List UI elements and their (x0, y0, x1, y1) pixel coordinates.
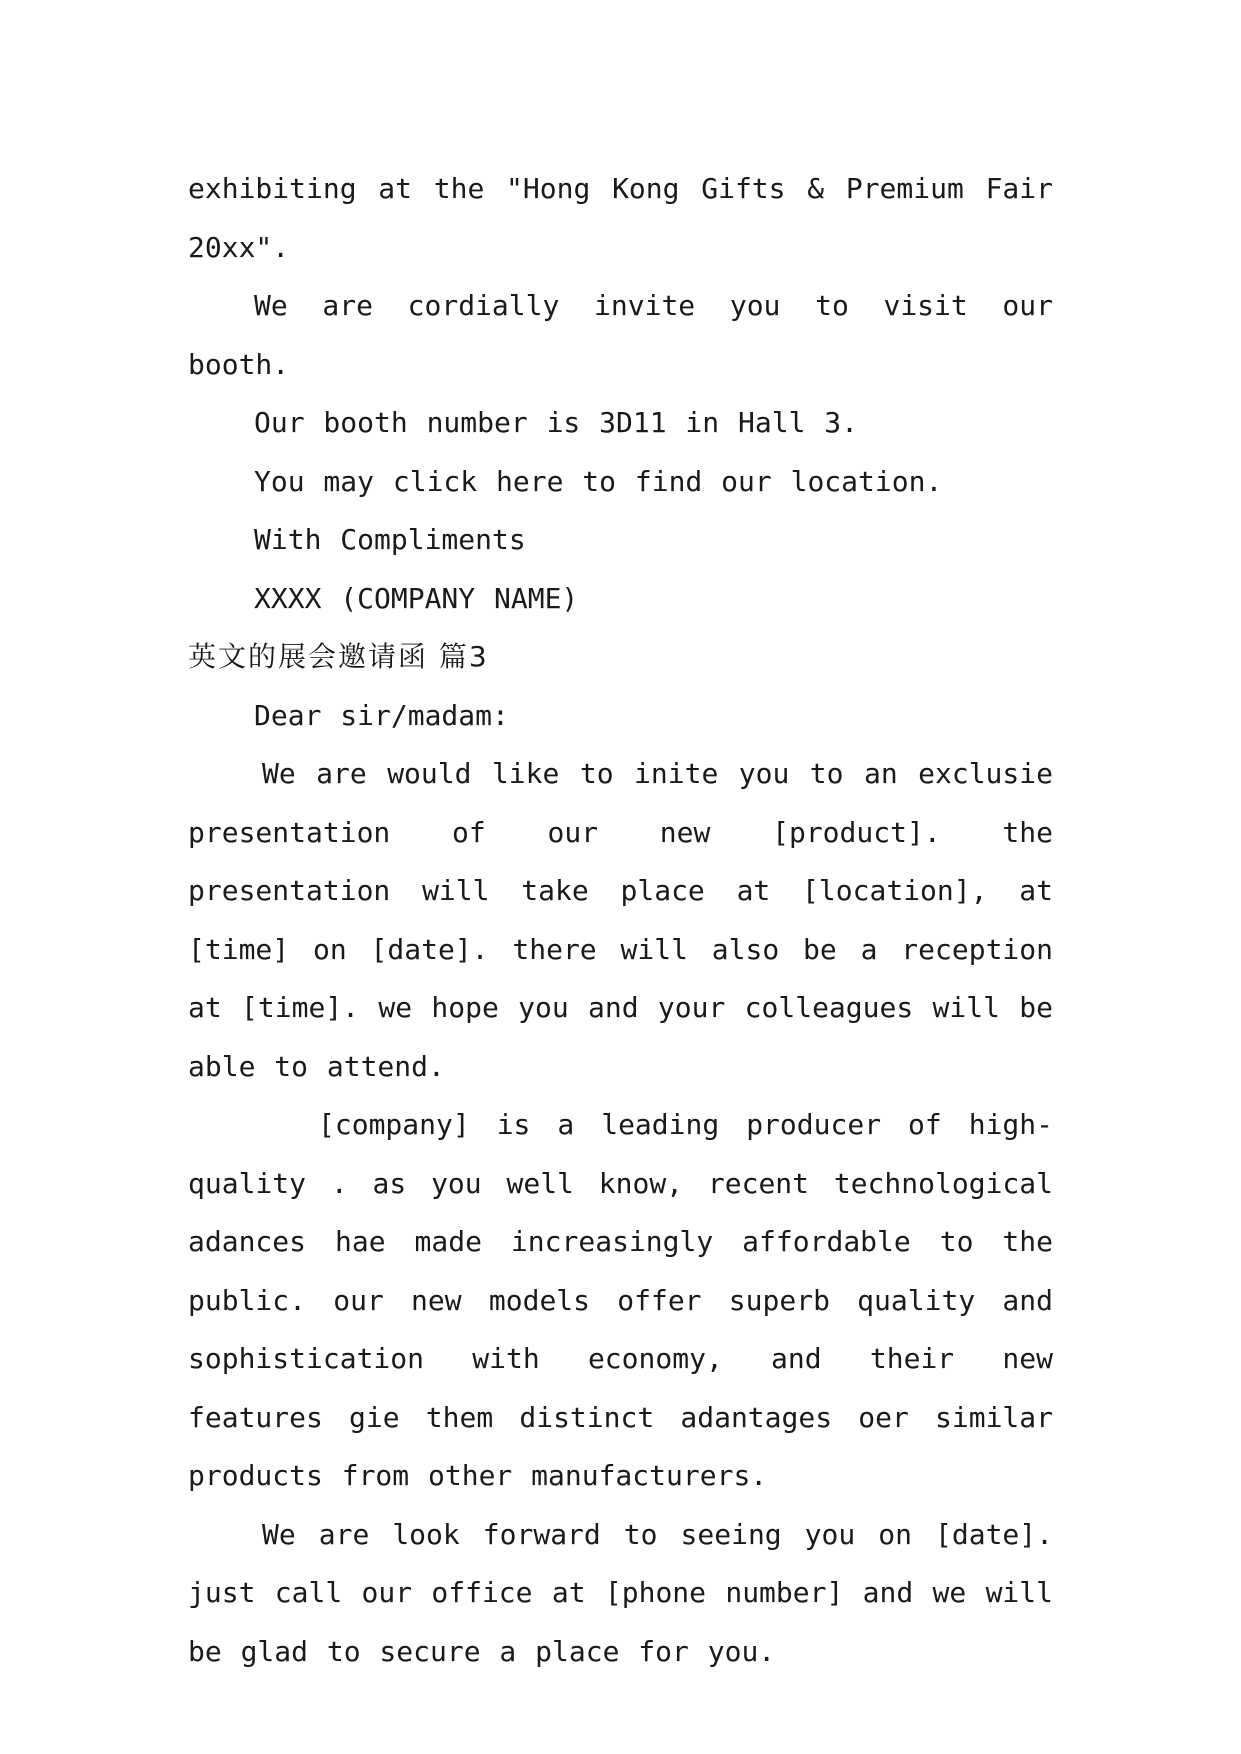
section-heading: 英文的展会邀请函 篇3 (188, 640, 489, 673)
paragraph-booth-number: Our booth number is 3D11 in Hall 3. (254, 406, 859, 439)
paragraph-location: You may click here to find our location. (254, 464, 943, 498)
salutation: Dear sir/madam: (254, 698, 509, 732)
paragraph-invite: We are cordially invite you to visit our booth. (188, 289, 1053, 381)
body-paragraph-presentation: We are would like to inite you to an exclusie presentation of our new [product]. the presentation will take place at [location], at [time] on [date]. there will also be a reception at [time]. we hope you and your colleagues will be able to attend. (188, 757, 1053, 1083)
paragraph-company-name: XXXX (COMPANY NAME) (254, 581, 579, 615)
document-content (188, 160, 1053, 1681)
body-paragraph-closing: We are look forward to seeing you on [date]. just call our office at [phone number] and we will be glad to secure a place for you. (188, 1517, 1053, 1668)
paragraph-compliments: With Compliments (254, 523, 526, 556)
body-paragraph-company: [company] is a leading producer of high-quality . as you well know, recent technological adances hae made increasingly affordable to the public. our new models offer superb quality and sophistication with economy, and their new features gie them distinct adantages oer similar products from other manufacturers. (188, 1108, 1053, 1492)
paragraph-exhibiting: exhibiting at the "Hong Kong Gifts & Premium Fair 20xx". (188, 172, 1053, 264)
